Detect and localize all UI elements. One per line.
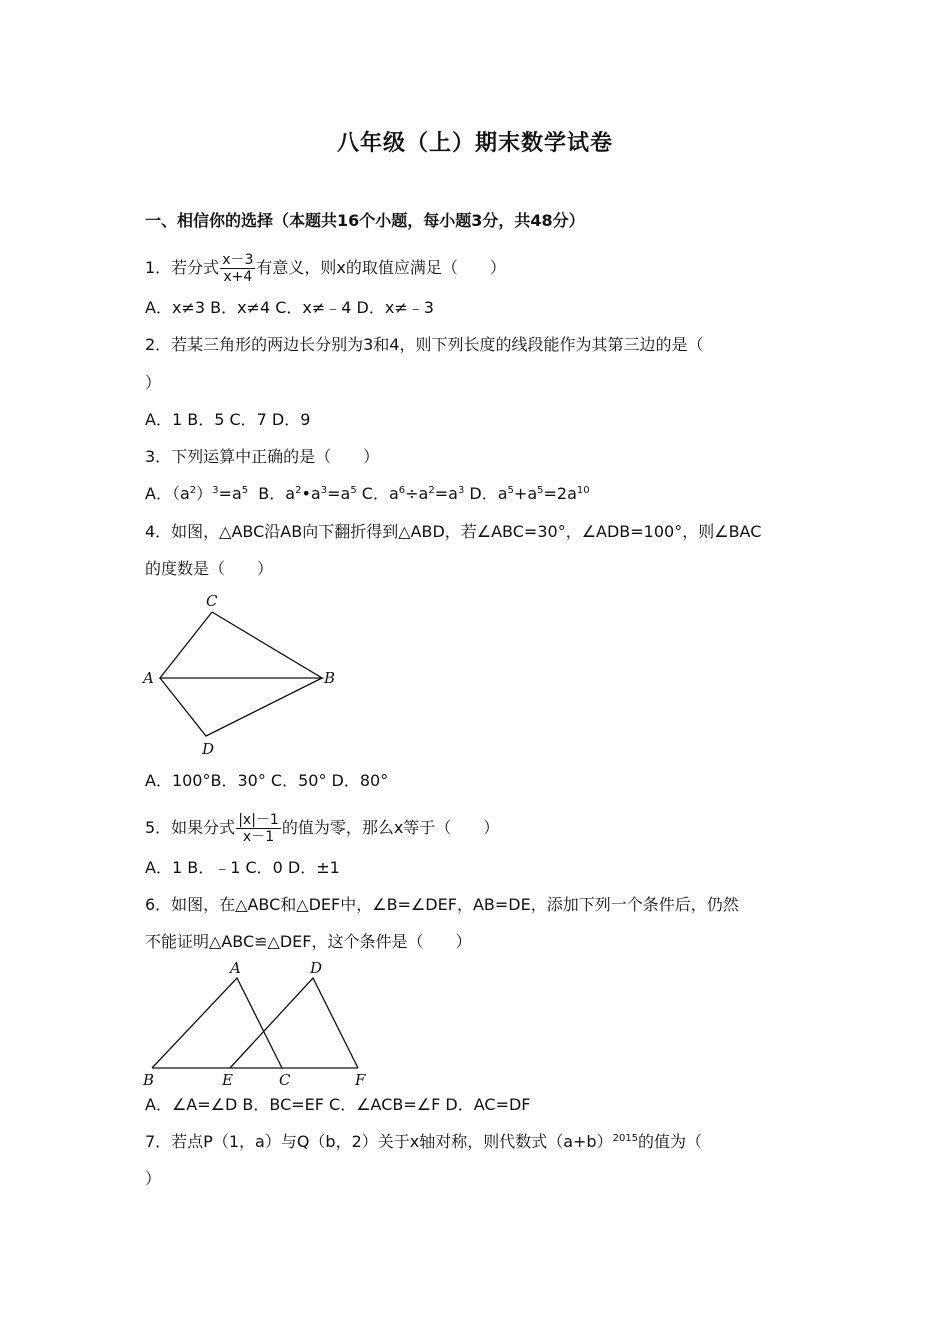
q3-text: =a <box>434 484 458 503</box>
q3-text: •a <box>301 484 321 503</box>
q3-sup: 5 <box>350 485 357 496</box>
q5-fraction <box>236 812 281 845</box>
question-7-cont: ） <box>145 1169 162 1188</box>
q7-text: 7．若点P（1，a）与Q（b，2）关于x轴对称，则代数式（a+b） <box>145 1132 613 1151</box>
label-e: E <box>222 1071 233 1089</box>
q3-text: +a <box>513 484 538 503</box>
q3-sup: 5 <box>537 485 544 496</box>
question-6-cont: 不能证明△ABC≌△DEF，这个条件是（ ） <box>145 932 472 951</box>
q3-text: ） <box>196 484 213 503</box>
q3-text: =a <box>327 484 351 503</box>
q1-denominator: x+4 <box>223 269 253 285</box>
q6-figure <box>140 958 380 1088</box>
q7-text-end: 的值为（ <box>638 1132 703 1151</box>
triangle-abd <box>160 678 322 736</box>
q3-sup: 3 <box>320 485 328 496</box>
q2-options: A．1 B．5 C．7 D．9 <box>145 410 311 429</box>
q3-sup: 2 <box>189 485 197 496</box>
question-4: 4．如图，△ABC沿AB向下翻折得到△ABD，若∠ABC=30°，∠ADB=100°，则∠BAC <box>145 522 762 541</box>
question-2-cont: ） <box>145 373 162 392</box>
q1-prefix: 1．若分式 <box>145 258 220 277</box>
label-b: B <box>324 669 336 687</box>
page-title: 八年级（上）期末数学试卷 <box>336 131 613 156</box>
label-b: B <box>143 1071 155 1089</box>
question-4-cont: 的度数是（ ） <box>145 559 274 578</box>
question-2: 2．若某三角形的两边长分别为3和4，则下列长度的线段能作为其第三边的是（ <box>145 335 704 354</box>
q1-fraction <box>220 252 255 285</box>
label-d: D <box>310 959 323 977</box>
question-1 <box>145 252 506 285</box>
question-3: 3．下列运算中正确的是（ ） <box>145 447 380 466</box>
question-5 <box>145 812 499 845</box>
q3-sup: 5 <box>507 485 514 496</box>
section-heading: 一、相信你的选择（本题共16个小题，每小题3分，共48分） <box>145 211 585 230</box>
q1-suffix: 有意义，则x的取值应满足（ ） <box>256 258 506 277</box>
q3-opt-a: A．（a <box>145 484 190 503</box>
q1-numerator: x－3 <box>222 252 254 268</box>
q3-options <box>145 483 590 505</box>
label-c: C <box>206 592 218 610</box>
q3-sup: 6 <box>398 485 406 496</box>
q3-sup: 2 <box>295 485 302 496</box>
q5-options: A．1 B．﹣1 C．0 D．±1 <box>145 858 340 877</box>
label-c: C <box>279 1071 291 1089</box>
q5-suffix: 的值为零，那么x等于（ ） <box>281 818 500 837</box>
q3-sup: 3 <box>212 485 219 496</box>
q3-opt-c: C．a <box>356 484 399 503</box>
q3-opt-d: D．a <box>464 484 508 503</box>
question-6: 6．如图，在△ABC和△DEF中，∠B=∠DEF，AB=DE，添加下列一个条件后，仍然 <box>145 895 739 914</box>
q5-numerator: |x|－1 <box>238 812 279 828</box>
q3-sup: 3 <box>457 485 465 496</box>
label-d: D <box>202 740 215 758</box>
q6-options: A．∠A=∠D B．BC=EF C．∠ACB=∠F D．AC=DF <box>145 1095 531 1114</box>
question-7 <box>145 1131 702 1153</box>
q3-opt-b: B．a <box>248 484 296 503</box>
label-a: A <box>230 959 241 977</box>
q3-text: ÷a <box>405 484 429 503</box>
triangle-abc <box>152 978 282 1068</box>
q5-denominator: x－1 <box>242 829 275 845</box>
label-a: A <box>143 669 154 687</box>
q3-sup: 10 <box>576 485 590 496</box>
q3-sup: 2 <box>428 485 435 496</box>
q4-options: A．100°B．30° C．50° D．80° <box>145 771 389 790</box>
q7-exponent: 2015 <box>612 1133 639 1144</box>
q3-text: =a <box>218 484 242 503</box>
q4-figure <box>140 590 340 760</box>
triangle-abc <box>160 612 322 678</box>
label-f: F <box>355 1071 366 1089</box>
q3-sup: 5 <box>241 485 249 496</box>
q3-text: =2a <box>543 484 577 503</box>
q1-options: A．x≠3 B．x≠4 C．x≠﹣4 D．x≠﹣3 <box>145 298 434 317</box>
triangle-def <box>230 978 358 1068</box>
q5-prefix: 5．如果分式 <box>145 818 236 837</box>
